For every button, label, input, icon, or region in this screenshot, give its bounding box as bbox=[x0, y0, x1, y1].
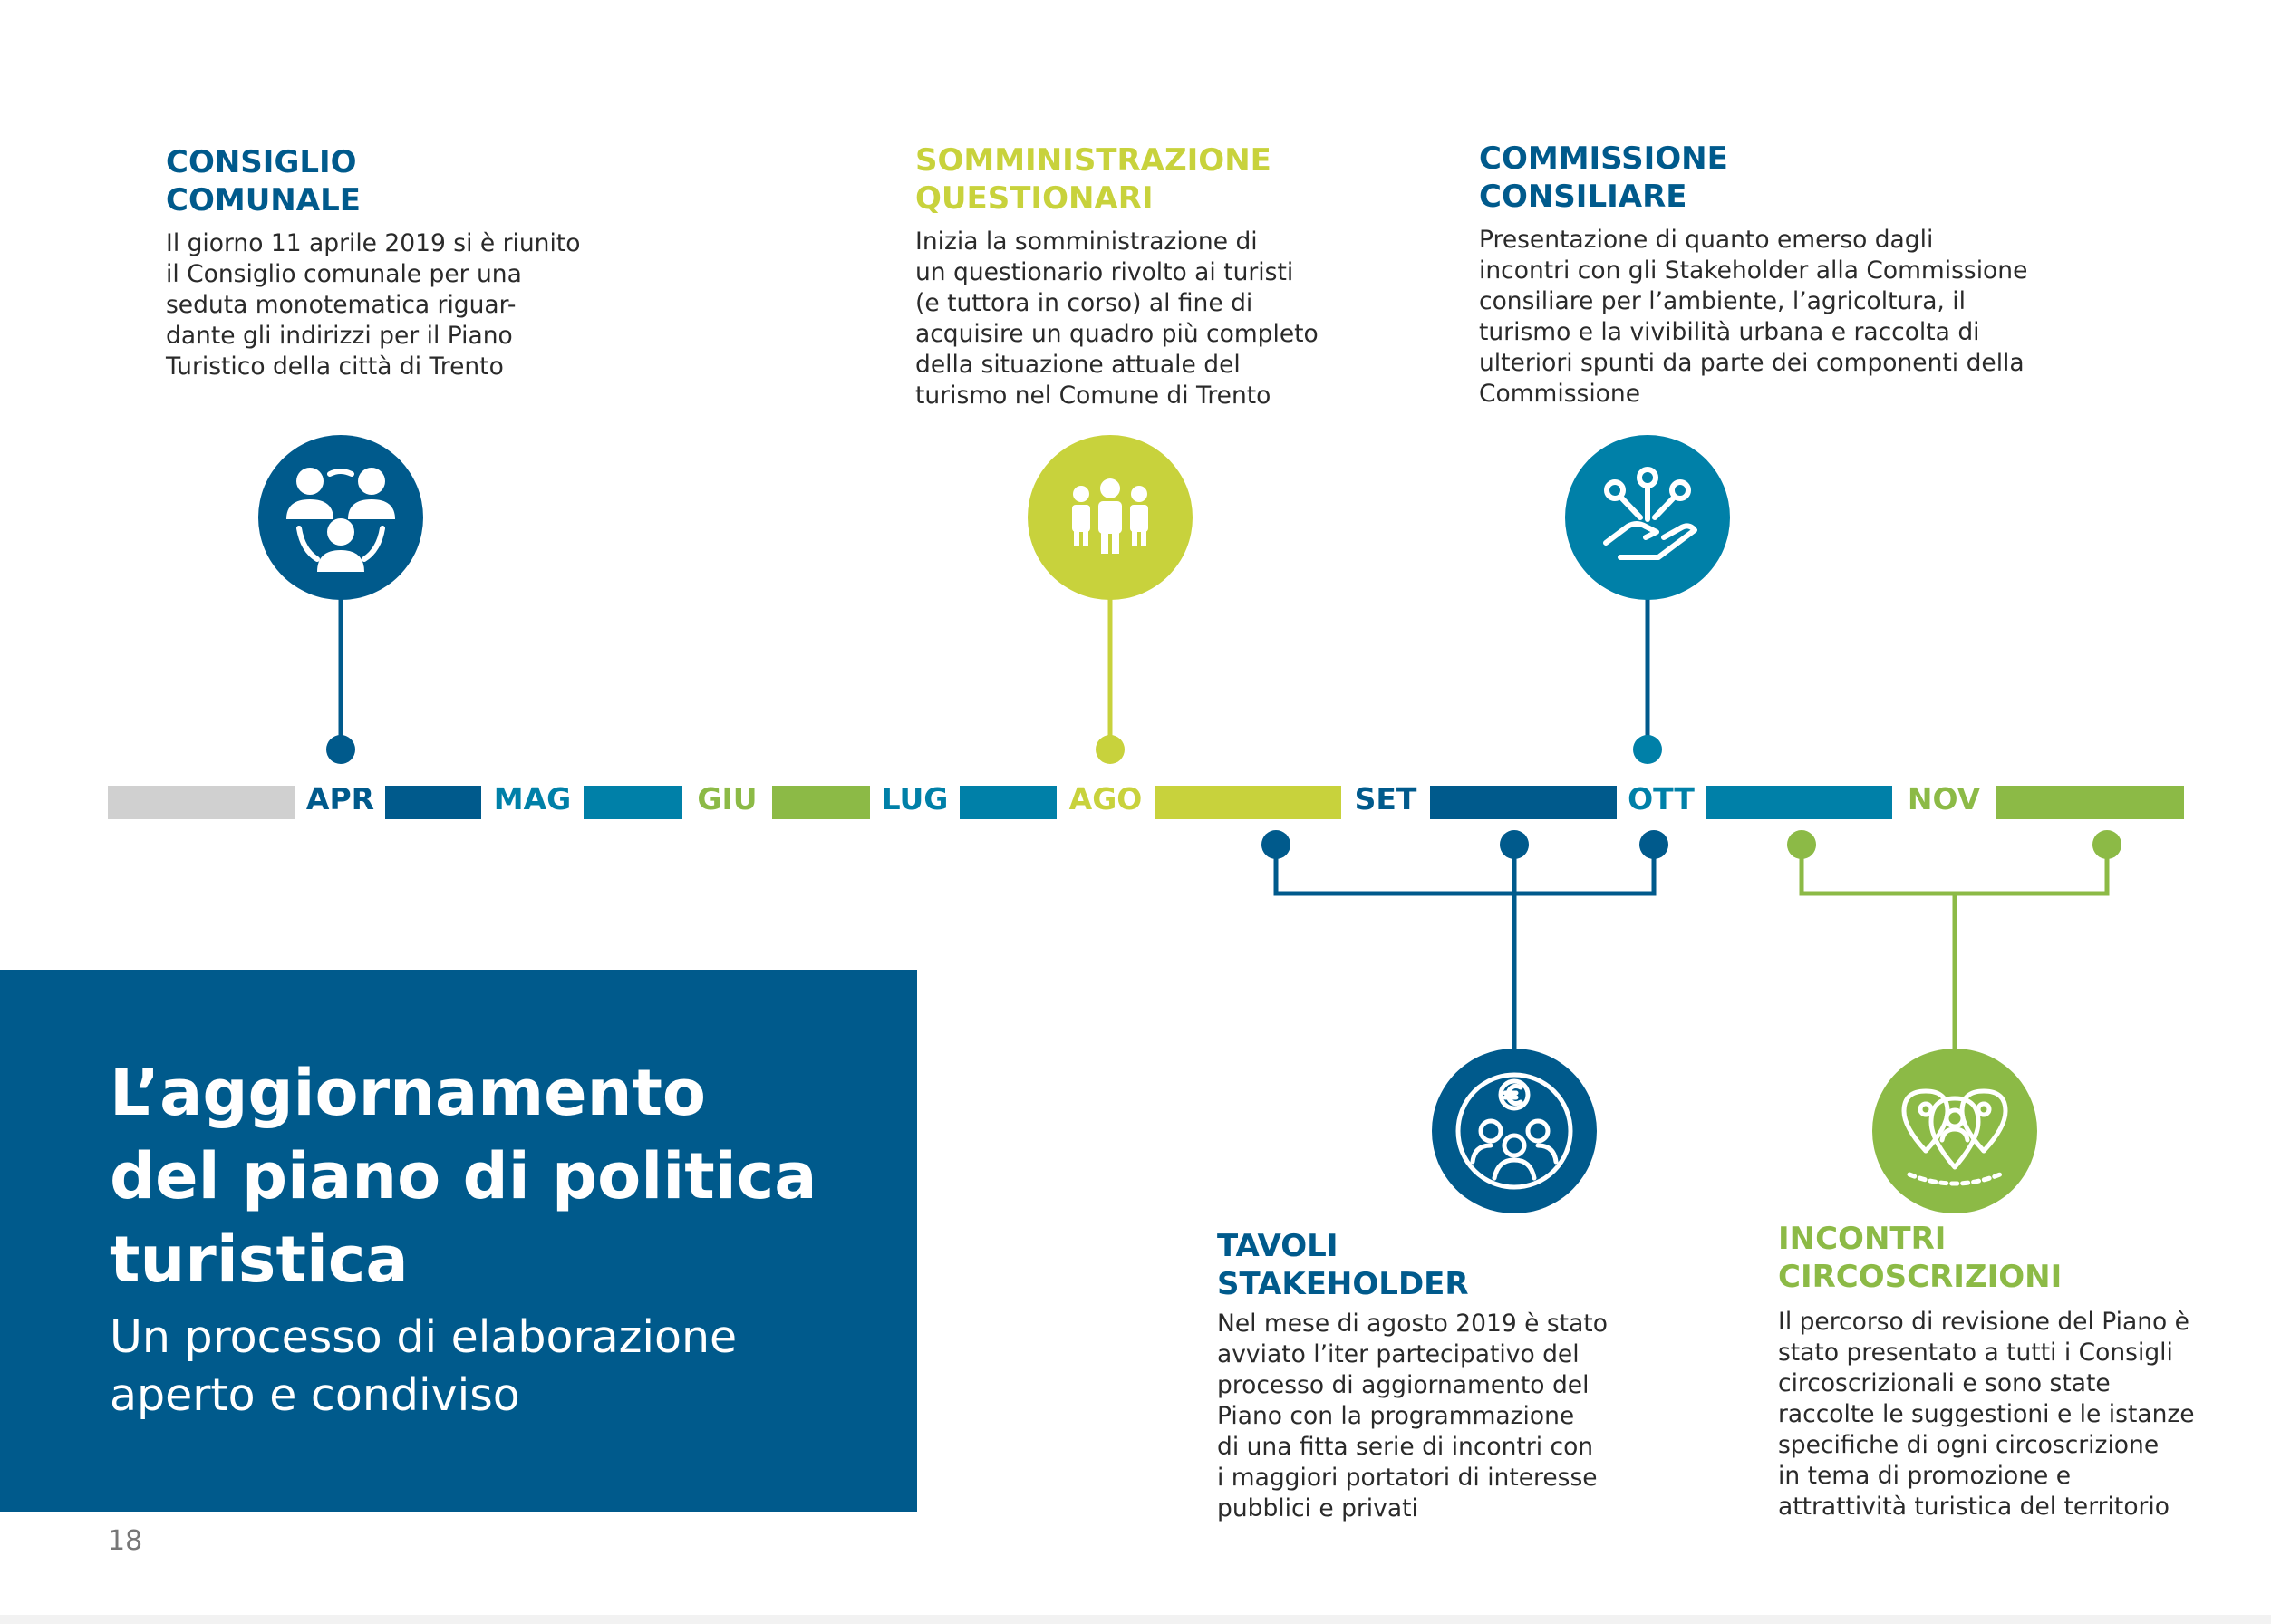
title-panel bbox=[0, 970, 917, 1512]
month-label-lug: LUG bbox=[881, 781, 949, 817]
panel-subtitle: Un processo di elaborazione aperto e condiviso bbox=[110, 1311, 738, 1421]
event-questionari bbox=[915, 141, 1423, 411]
timeline-segment-start bbox=[108, 786, 295, 819]
event-description: Nel mese di agosto 2019 è stato avviato l’iter partecipativo del processo di aggiornamento del Piano con la programmazione di una fitta serie di incontri con i maggiori portatori di interesse pubblici e privati bbox=[1217, 1310, 1608, 1522]
footer-strip bbox=[0, 1615, 2271, 1624]
event-title: INCONTRI CIRCOSCRIZIONI bbox=[1778, 1221, 2063, 1295]
page-number: 18 bbox=[108, 1525, 143, 1557]
bracket-incontri bbox=[1802, 845, 2107, 894]
month-label-mag: MAG bbox=[493, 781, 572, 817]
timeline-segment bbox=[960, 786, 1057, 819]
event-title: SOMMINISTRAZIONE QUESTIONARI bbox=[915, 142, 1271, 217]
event-title: COMMISSIONE CONSILIARE bbox=[1479, 140, 1728, 215]
event-title: TAVOLI STAKEHOLDER bbox=[1217, 1228, 1469, 1302]
hand-network-icon bbox=[1565, 435, 1730, 600]
timeline-segment bbox=[584, 786, 682, 819]
timeline-segment bbox=[772, 786, 870, 819]
timeline-segment bbox=[1706, 786, 1892, 819]
timeline-segment bbox=[1996, 786, 2184, 819]
event-description: Il giorno 11 aprile 2019 si è riunito il Consiglio comunale per una seduta monotematica riguar- dante gli indirizzi per il Piano Turistico della città di Trento bbox=[166, 229, 581, 381]
event-title: CONSIGLIO COMUNALE bbox=[166, 144, 361, 218]
month-label-giu: GIU bbox=[697, 781, 758, 817]
people-network-icon bbox=[258, 435, 423, 600]
event-description: Il percorso di revisione del Piano è stato presentato a tutti i Consigli circoscrizionali e sono state raccolte le suggestioni e le istanze specifiche di ogni circoscrizione in tema di promozione e attrattività turistica del territorio bbox=[1778, 1308, 2195, 1521]
timeline-segment bbox=[1430, 786, 1617, 819]
month-label-apr: APR bbox=[305, 781, 375, 817]
event-commissione bbox=[1479, 140, 2113, 410]
location-people-icon bbox=[1872, 1049, 2037, 1213]
event-description: Inizia la somministrazione di un questionario rivolto ai turisti (e tuttora in corso) al fine di acquisire un quadro più completo della situazione attuale del turismo nel Comune di Trento bbox=[915, 227, 1319, 410]
event-incontri bbox=[1778, 1220, 2271, 1522]
timeline-segment bbox=[1155, 786, 1341, 819]
group-people-icon bbox=[1028, 435, 1193, 600]
month-label-ott: OTT bbox=[1628, 781, 1695, 817]
dot-commissione bbox=[1633, 735, 1662, 764]
stakeholders-euro-icon bbox=[1432, 1049, 1597, 1213]
month-label-set: SET bbox=[1354, 781, 1417, 817]
event-tavoli bbox=[1217, 1227, 1725, 1524]
month-label-ago: AGO bbox=[1068, 781, 1143, 817]
dot-questionari bbox=[1096, 735, 1125, 764]
event-description: Presentazione di quanto emerso dagli incontri con gli Stakeholder alla Commissione consiliare per l’ambiente, l’agricoltura, il turismo e la vivibilità urbana e raccolta di ulteriori spunti da parte dei componenti della Commissione bbox=[1479, 226, 2028, 408]
bracket-tavoli bbox=[1276, 845, 1654, 894]
dot-consiglio bbox=[326, 735, 355, 764]
month-label-nov: NOV bbox=[1907, 781, 1981, 817]
timeline-segment bbox=[385, 786, 481, 819]
panel-title: L’aggiornamento del piano di politica turistica bbox=[110, 1056, 817, 1297]
event-consiglio bbox=[166, 143, 673, 382]
